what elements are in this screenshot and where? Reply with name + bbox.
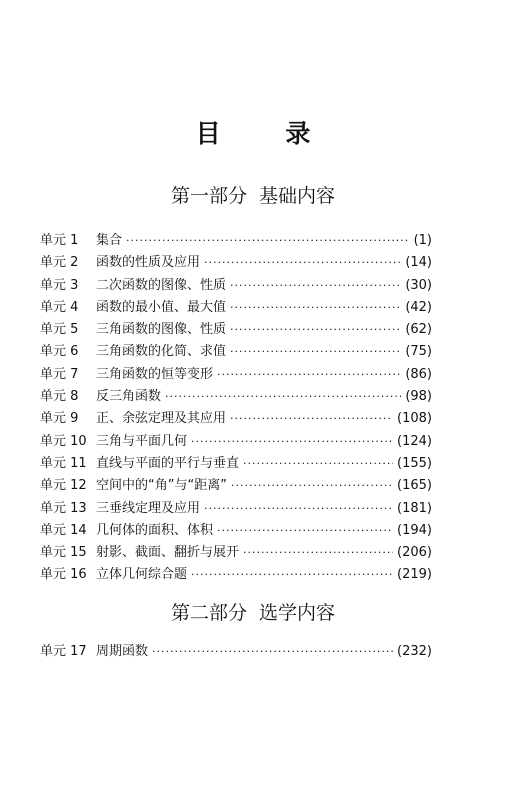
toc-entry-page: (30) <box>405 277 432 293</box>
toc-entry-page: (42) <box>405 299 432 315</box>
toc-entry-title: 函数的性质及应用 <box>96 255 201 271</box>
toc-entry-unit: 单元 2 <box>40 255 79 271</box>
toc-entry-leader-dots <box>231 479 393 492</box>
toc-entry <box>40 452 432 474</box>
toc-entry <box>40 541 432 563</box>
toc-entry-leader-dots <box>165 390 401 403</box>
toc-entry-page: (206) <box>397 545 432 561</box>
toc-entry-page: (86) <box>405 366 432 382</box>
toc-entry <box>40 474 432 496</box>
toc-entry-unit: 单元 8 <box>40 389 79 405</box>
toc-entry-leader-dots <box>204 256 401 269</box>
toc-entry <box>40 385 432 407</box>
toc-entry <box>40 407 432 429</box>
toc-entry <box>40 519 432 541</box>
toc-entry <box>40 251 432 273</box>
toc-entry-title: 三角函数的图像、性质 <box>96 322 227 338</box>
toc-entry <box>40 363 432 385</box>
toc-entry-unit: 单元 10 <box>40 433 87 449</box>
toc-entry <box>40 274 432 296</box>
toc-entry-page: (219) <box>397 567 432 583</box>
toc-entry-unit: 单元 7 <box>40 366 79 382</box>
toc-entry-page: (165) <box>397 478 432 494</box>
toc-entry-title: 二次函数的图像、性质 <box>96 277 227 293</box>
toc-entry-unit: 单元 11 <box>40 455 87 471</box>
toc-entry-unit: 单元 5 <box>40 322 79 338</box>
toc-entry-leader-dots <box>230 301 401 314</box>
toc-entry-leader-dots <box>191 435 393 448</box>
toc-entry-page: (1) <box>413 233 432 248</box>
toc-entry-page: (108) <box>397 411 432 427</box>
toc-entry-page: (14) <box>405 255 432 271</box>
toc-entry-unit: 单元 13 <box>40 500 87 516</box>
part-one-heading: 第一部分 基础内容 <box>170 185 336 207</box>
toc-entry-title: 集合 <box>96 233 123 248</box>
toc-entry-title: 直线与平面的平行与垂直 <box>96 455 240 471</box>
toc-entry-leader-dots <box>230 345 401 358</box>
toc-entry-leader-dots <box>230 323 401 336</box>
toc-entry-leader-dots <box>204 502 393 515</box>
toc-entry-page: (124) <box>397 433 432 449</box>
toc-entry-page: (181) <box>397 500 432 516</box>
toc-entry <box>40 430 432 452</box>
toc-entry <box>40 640 432 662</box>
toc-entry-page: (194) <box>397 522 432 538</box>
toc-entry-unit: 单元 1 <box>40 233 79 248</box>
toc-entry-unit: 单元 14 <box>40 522 87 538</box>
toc-entry-title: 立体几何综合题 <box>96 567 188 583</box>
toc-entry-title: 反三角函数 <box>96 389 162 405</box>
toc-entry-unit: 单元 4 <box>40 299 79 315</box>
toc-entry-title: 三角与平面几何 <box>96 433 188 449</box>
part-two-entries <box>40 640 432 662</box>
toc-entry-leader-dots <box>217 368 401 381</box>
toc-entry <box>40 318 432 340</box>
toc-entry <box>40 497 432 519</box>
toc-entry <box>40 340 432 362</box>
toc-entry-leader-dots <box>230 412 393 425</box>
toc-entry-leader-dots <box>230 279 401 292</box>
toc-entry-leader-dots <box>217 524 393 537</box>
part-two-heading: 第二部分 选学内容 <box>170 602 336 624</box>
toc-entry-title: 空间中的“角”与“距离” <box>96 478 227 494</box>
toc-entry-unit: 单元 3 <box>40 277 79 293</box>
toc-entry-title: 三角函数的恒等变形 <box>96 366 214 382</box>
toc-entry-unit: 单元 15 <box>40 545 87 561</box>
toc-entry-leader-dots <box>152 645 393 658</box>
toc-entry-page: (75) <box>405 344 432 360</box>
toc-entry-leader-dots <box>191 568 393 581</box>
toc-entry-unit: 单元 9 <box>40 411 79 427</box>
toc-entry-leader-dots <box>243 546 393 559</box>
toc-entry-page: (98) <box>405 389 432 405</box>
toc-entry-title: 周期函数 <box>96 644 149 659</box>
toc-entry-unit: 单元 6 <box>40 344 79 360</box>
page-title: 目 录 <box>195 119 339 148</box>
toc-entry-title: 三角函数的化简、求值 <box>96 344 227 360</box>
toc-entry-page: (62) <box>405 322 432 338</box>
toc-entry-title: 射影、截面、翻折与展开 <box>96 545 240 561</box>
toc-entry-unit: 单元 12 <box>40 478 87 494</box>
toc-entry-title: 几何体的面积、体积 <box>96 522 214 538</box>
toc-entry-unit: 单元 17 <box>40 644 87 659</box>
toc-entry-title: 函数的最小值、最大值 <box>96 299 227 315</box>
toc-entry-leader-dots <box>126 234 410 247</box>
toc-entry <box>40 229 432 251</box>
part-one-entries <box>40 229 432 586</box>
toc-entry-leader-dots <box>243 457 393 470</box>
toc-entry-title: 三垂线定理及应用 <box>96 500 201 516</box>
toc-entry <box>40 296 432 318</box>
toc-entry-unit: 单元 16 <box>40 567 87 583</box>
toc-entry <box>40 563 432 585</box>
toc-entry-title: 正、余弦定理及其应用 <box>96 411 227 427</box>
toc-entry-page: (155) <box>397 455 432 471</box>
toc-entry-page: (232) <box>397 644 432 659</box>
